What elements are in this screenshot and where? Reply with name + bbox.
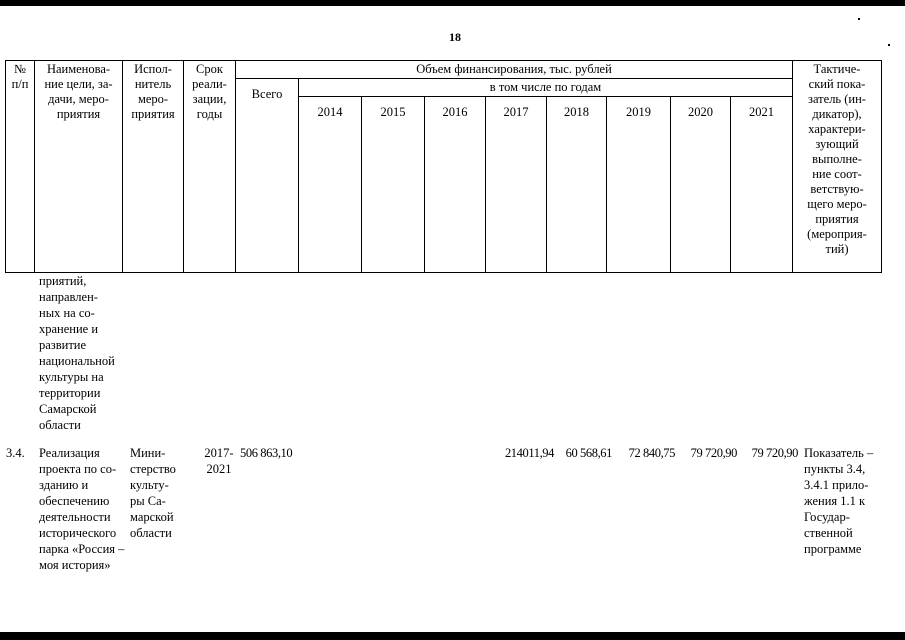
header-name: Наименова- ние цели, за- дачи, меро- приятия bbox=[35, 61, 123, 273]
header-year: 2020 bbox=[671, 97, 731, 273]
header-indicator: Тактиче- ский пока- затель (ин- дикатор), характери- зующий выполне- ние соот- ветствую- щего меро- приятия (мероприя- тий) bbox=[793, 61, 882, 273]
header-by-years: в том числе по годам bbox=[299, 79, 793, 97]
header-year: 2014 bbox=[299, 97, 362, 273]
row-number: 3.4. bbox=[6, 446, 25, 460]
row-term: 2017- 2021 bbox=[204, 446, 234, 476]
header-year: 2017 bbox=[486, 97, 547, 273]
top-border-bar bbox=[0, 0, 905, 6]
header-year: 2019 bbox=[607, 97, 671, 273]
row-value-2017: 214011,94 bbox=[504, 446, 554, 460]
header-year: 2015 bbox=[362, 97, 425, 273]
header-year: 2016 bbox=[425, 97, 486, 273]
bottom-border-bar bbox=[0, 632, 905, 640]
row-indicator: Показатель – пункты 3.4, 3.4.1 прило- жения 1.1 к Государ- ственной программе bbox=[804, 446, 874, 556]
header-financing: Объем финансирования, тыс. рублей bbox=[236, 61, 793, 79]
header-number: № п/п bbox=[6, 61, 35, 273]
row-executor: Мини- стерство культу- ры Са- марской области bbox=[130, 446, 176, 540]
row-value-2018: 60 568,61 bbox=[565, 446, 612, 460]
row-value-2021: 79 720,90 bbox=[751, 446, 798, 460]
row-value-2020: 79 720,90 bbox=[690, 446, 737, 460]
row-total: 506 863,10 bbox=[240, 446, 293, 460]
financing-table-header bbox=[5, 60, 882, 273]
scan-speck bbox=[858, 18, 860, 20]
scan-speck bbox=[888, 44, 890, 46]
header-year: 2018 bbox=[547, 97, 607, 273]
header-year: 2021 bbox=[731, 97, 793, 273]
continuation-text: приятий, направлен- ных на со- хранение и развитие национальной культуры на территории Самарской области bbox=[39, 274, 115, 432]
page-number: 18 bbox=[449, 30, 461, 44]
header-term: Срок реали- зации, годы bbox=[184, 61, 236, 273]
row-name: Реализация проекта по со- зданию и обеспечению деятельности исторического парка «Россия – моя история» bbox=[39, 446, 125, 572]
row-value-2019: 72 840,75 bbox=[628, 446, 675, 460]
header-total: Всего bbox=[236, 79, 299, 273]
header-executor: Испол- нитель меро- приятия bbox=[123, 61, 184, 273]
